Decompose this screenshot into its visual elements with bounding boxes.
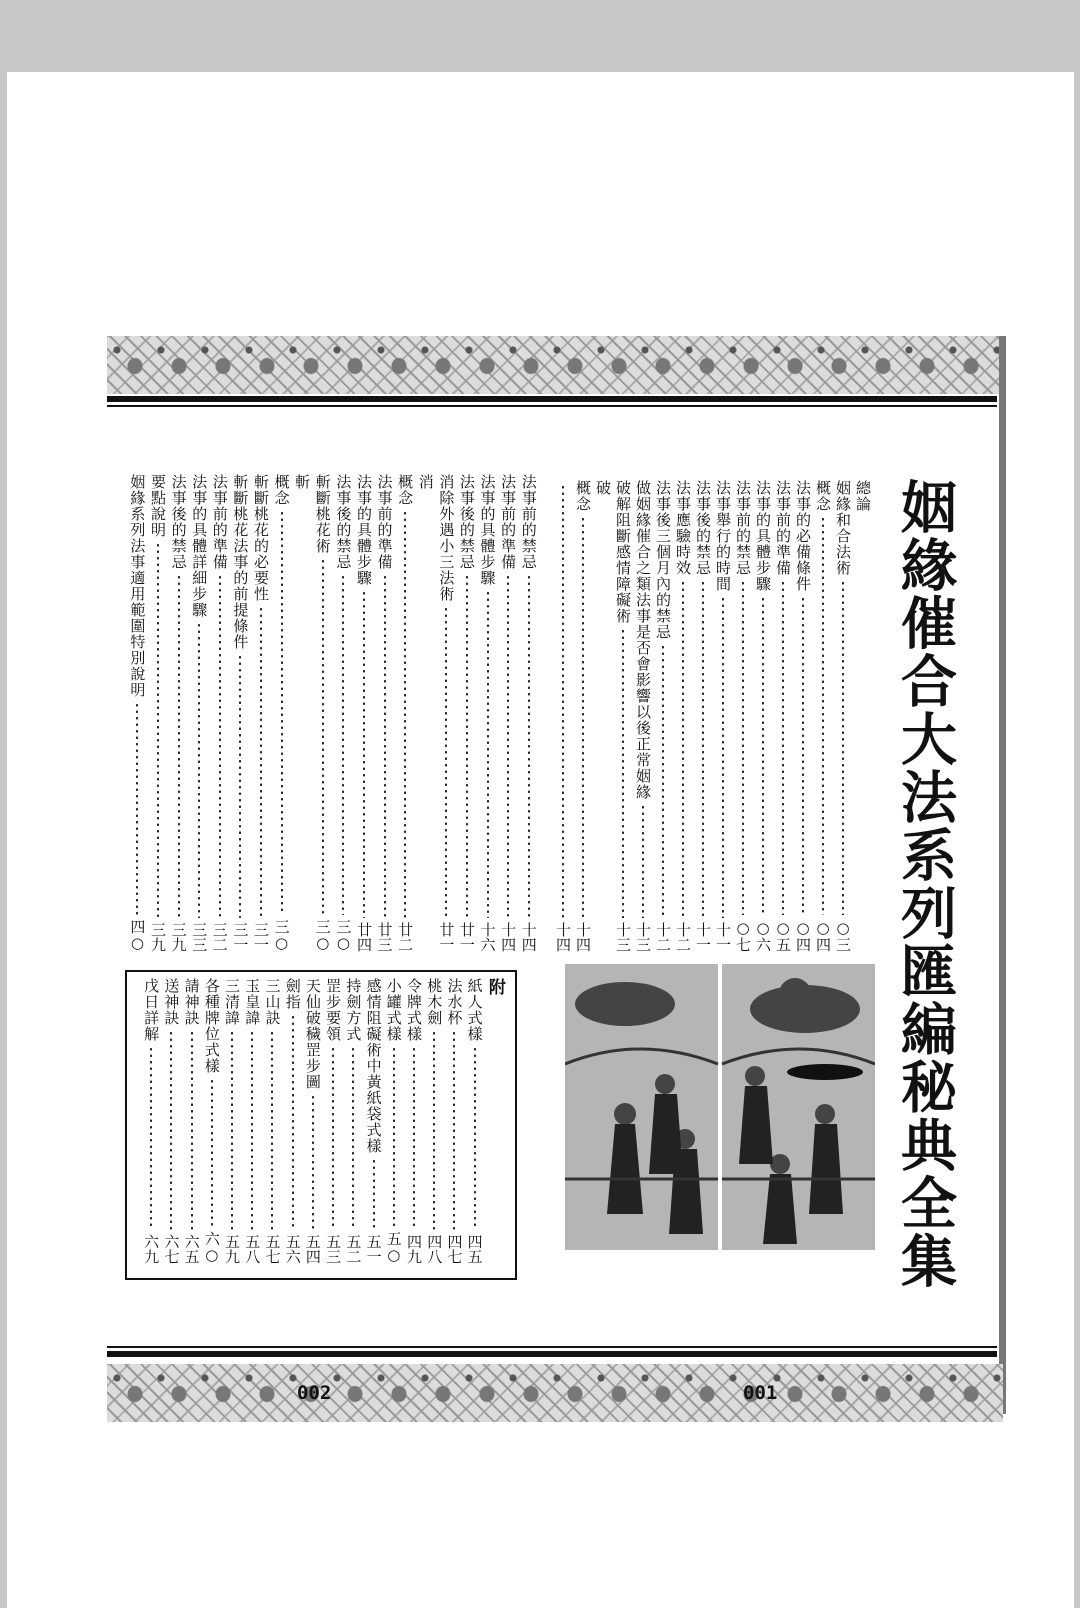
toc-entry-page: 廿一 — [437, 922, 456, 952]
toc-entry-page: 六○ — [202, 1231, 221, 1264]
toc-entry[interactable] — [424, 978, 444, 1264]
toc-leader-dots — [322, 558, 324, 915]
toc-leader-dots — [332, 1046, 334, 1230]
toc-right-page — [554, 480, 873, 952]
toc-entry[interactable] — [793, 480, 813, 952]
toc-entry-title: 破 — [594, 480, 612, 496]
toc-entry-page: 六七 — [162, 1234, 181, 1264]
toc-leader-dots — [384, 574, 386, 918]
toc-entry[interactable] — [518, 474, 539, 952]
toc-entry-page: 十四 — [499, 922, 518, 952]
toc-entry[interactable] — [271, 474, 292, 952]
toc-entry[interactable] — [395, 474, 416, 952]
toc-entry-title: 破解阻斷感情障礙術 — [614, 480, 632, 624]
toc-leader-dots — [662, 644, 664, 918]
toc-entry[interactable] — [477, 474, 498, 952]
scan-page — [7, 72, 1074, 1608]
toc-entry-page: 三○ — [334, 919, 353, 952]
toc-entry-page: 四八 — [425, 1234, 444, 1264]
toc-entry-page: 五四 — [303, 1234, 322, 1264]
toc-entry[interactable] — [251, 474, 272, 952]
toc-leader-dots — [271, 1030, 273, 1230]
toc-entry-title: 姻緣和合法術 — [834, 480, 852, 576]
toc-entry-title: 桃木劍 — [425, 978, 444, 1026]
toc-entry-title: 三山訣 — [263, 978, 282, 1026]
toc-entry[interactable] — [653, 480, 673, 952]
toc-entry-title: 小罐式樣 — [384, 978, 403, 1042]
toc-entry-title: 要點說明 — [149, 474, 168, 538]
toc-entry-title: 法事前的準備 — [499, 474, 518, 570]
appendix-heading-text: 附 — [484, 978, 505, 996]
toc-entry[interactable] — [333, 474, 354, 952]
toc-leader-dots — [404, 510, 406, 918]
toc-entry[interactable] — [553, 480, 573, 952]
toc-entry-title: 三清諱 — [223, 978, 242, 1026]
toc-leader-dots — [474, 1046, 476, 1230]
toc-leader-dots — [528, 574, 530, 918]
toc-leader-dots — [281, 510, 283, 915]
toc-entry-page: 十四 — [554, 922, 572, 952]
toc-entry-title: 法事後的禁忌 — [169, 474, 188, 570]
toc-entry[interactable] — [753, 480, 773, 952]
toc-entry-title: 法事的具體步驟 — [754, 480, 772, 592]
toc-entry-page: ○七 — [734, 919, 752, 952]
toc-entry[interactable] — [343, 978, 363, 1264]
toc-entry[interactable] — [283, 978, 303, 1264]
toc-entry-title: 法事前的禁忌 — [734, 480, 752, 576]
toc-entry-page: 五六 — [283, 1234, 302, 1264]
toc-leader-dots — [239, 654, 241, 918]
toc-entry-page: 五八 — [243, 1234, 262, 1264]
toc-leader-dots — [251, 1030, 253, 1230]
toc-leader-dots — [393, 1046, 395, 1227]
toc-entry-page: 五一 — [364, 1234, 383, 1264]
toc-entry-title: 法事的具體詳細步驟 — [190, 474, 209, 618]
toc-entry-page: 廿一 — [457, 922, 476, 952]
toc-entry-title: 感情阻礙術中黃紙袋式樣 — [364, 978, 383, 1154]
toc-leader-dots — [762, 596, 764, 915]
toc-entry-page: 三一 — [251, 922, 270, 952]
page-number-left: 002 — [297, 1382, 332, 1404]
toc-leader-dots — [191, 1030, 193, 1230]
toc-entry-title: 法事後三個月內的禁忌 — [654, 480, 672, 640]
toc-entry[interactable] — [773, 480, 793, 952]
toc-entry[interactable] — [404, 978, 424, 1264]
toc-entry-page: ○六 — [754, 919, 772, 952]
toc-entry-page: 十六 — [478, 922, 497, 952]
toc-entry-title: 法事後的禁忌 — [694, 480, 712, 576]
toc-leader-dots — [352, 1046, 354, 1230]
toc-entry[interactable] — [182, 978, 202, 1264]
bottom-floral-border — [107, 1364, 1003, 1422]
toc-entry[interactable] — [148, 474, 169, 952]
toc-leader-dots — [231, 1030, 233, 1230]
toc-entry-title: 戊日詳解 — [142, 978, 161, 1042]
toc-entry-title: 天仙破穢罡步圖 — [303, 978, 322, 1090]
toc-entry-page: 三九 — [169, 922, 188, 952]
toc-entry-title: 法事前的準備 — [375, 474, 394, 570]
toc-entry-page: 三○ — [272, 919, 291, 952]
toc-entry[interactable] — [292, 474, 313, 952]
toc-entry[interactable] — [210, 474, 231, 952]
woodblock-illustration — [565, 964, 875, 1250]
toc-entry-page: 十二 — [674, 922, 692, 952]
toc-leader-dots — [198, 622, 200, 918]
toc-leader-dots — [413, 1046, 415, 1230]
top-rule-thin — [107, 405, 997, 407]
toc-entry-page: 五二 — [344, 1234, 363, 1264]
toc-leader-dots — [219, 574, 221, 918]
toc-entry-title: 法事的具體步驟 — [478, 474, 497, 586]
toc-entry[interactable] — [168, 474, 189, 952]
toc-entry[interactable] — [613, 480, 633, 952]
toc-entry-page: 四九 — [405, 1234, 424, 1264]
toc-entry[interactable] — [813, 480, 833, 952]
toc-entry-page: 四五 — [465, 1234, 484, 1264]
toc-leader-dots — [363, 590, 365, 918]
toc-entry-title: 罡步要領 — [324, 978, 343, 1042]
toc-entry-title: 概念 — [814, 480, 832, 512]
toc-leader-dots — [582, 516, 584, 918]
toc-entry-title: 劍指 — [283, 978, 302, 1010]
toc-entry[interactable] — [713, 480, 733, 952]
toc-left-page — [127, 474, 539, 952]
toc-entry[interactable] — [312, 474, 333, 952]
toc-leader-dots — [562, 484, 564, 918]
toc-leader-dots — [466, 574, 468, 918]
toc-entry-title: 送神訣 — [162, 978, 181, 1026]
toc-leader-dots — [802, 596, 804, 915]
toc-entry[interactable] — [242, 978, 262, 1264]
toc-entry-page: ○四 — [814, 919, 832, 952]
toc-entry-page: 四七 — [445, 1234, 464, 1264]
toc-entry-page: ○五 — [774, 919, 792, 952]
toc-entry[interactable] — [384, 978, 404, 1264]
toc-entry[interactable] — [693, 480, 713, 952]
toc-entry-page: 三九 — [149, 922, 168, 952]
toc-entry-title: 斬斷桃花的必要性 — [251, 474, 270, 602]
toc-entry-page: 三一 — [231, 922, 250, 952]
toc-entry[interactable] — [374, 474, 395, 952]
toc-entry-page: ○四 — [794, 919, 812, 952]
book-spread — [107, 262, 1019, 1414]
toc-leader-dots — [178, 574, 180, 918]
toc-entry-title: 做姻緣催合之類法事是否會影響以後正常姻緣 — [634, 480, 652, 800]
toc-entry[interactable] — [673, 480, 693, 952]
toc-entry-title: 總論 — [854, 480, 872, 512]
toc-leader-dots — [682, 580, 684, 918]
toc-leader-dots — [211, 1078, 213, 1227]
toc-entry-title: 概念 — [396, 474, 415, 506]
toc-entry-title: 請神訣 — [182, 978, 201, 1026]
toc-entry-page: 五○ — [384, 1231, 403, 1264]
toc-entry-page: 五九 — [223, 1234, 242, 1264]
toc-entry-page: 十三 — [634, 922, 652, 952]
toc-entry-title: 斬斷桃花術 — [313, 474, 332, 554]
toc-leader-dots — [822, 516, 824, 915]
toc-entry-title: 法事舉行的時間 — [714, 480, 732, 592]
toc-entry-title: 法水杯 — [445, 978, 464, 1026]
toc-entry[interactable] — [363, 978, 383, 1264]
toc-entry-title: 概念 — [574, 480, 592, 512]
toc-leader-dots — [453, 1030, 455, 1230]
toc-entry-page: 十三 — [614, 922, 632, 952]
toc-leader-dots — [445, 606, 447, 918]
appendix-list — [141, 978, 505, 1264]
toc-entry[interactable] — [498, 474, 519, 952]
appendix-box — [125, 970, 517, 1280]
toc-entry[interactable] — [733, 480, 753, 952]
top-floral-border — [107, 336, 1003, 394]
toc-leader-dots — [136, 702, 138, 915]
toc-entry[interactable] — [262, 978, 282, 1264]
toc-entry-page: 十二 — [654, 922, 672, 952]
toc-entry-page: 五七 — [263, 1234, 282, 1264]
toc-entry[interactable] — [202, 978, 222, 1264]
page-edge-shadow — [999, 336, 1006, 1414]
toc-leader-dots — [260, 606, 262, 918]
toc-entry[interactable] — [833, 480, 853, 952]
toc-entry[interactable] — [303, 978, 323, 1264]
illustration-art — [565, 964, 875, 1250]
toc-entry-title: 法事後的禁忌 — [457, 474, 476, 570]
toc-leader-dots — [373, 1158, 375, 1230]
toc-entry-page: 三○ — [313, 919, 332, 952]
toc-entry-title: 法事前的準備 — [210, 474, 229, 570]
toc-entry[interactable] — [444, 978, 464, 1264]
toc-entry-page: ○三 — [834, 919, 852, 952]
toc-entry[interactable] — [853, 480, 873, 952]
toc-entry-title: 持劍方式 — [344, 978, 363, 1042]
toc-entry-title: 法事後的禁忌 — [334, 474, 353, 570]
toc-entry-title: 法事前的準備 — [774, 480, 792, 576]
toc-entry-title: 玉皇諱 — [243, 978, 262, 1026]
toc-leader-dots — [150, 1046, 152, 1230]
toc-entry-page: 廿二 — [396, 922, 415, 952]
toc-leader-dots — [507, 574, 509, 918]
toc-entry[interactable] — [633, 480, 653, 952]
toc-leader-dots — [433, 1030, 435, 1230]
toc-entry[interactable] — [127, 474, 148, 952]
appendix-heading — [485, 978, 505, 1264]
bottom-rule-thin — [107, 1346, 997, 1348]
toc-leader-dots — [170, 1030, 172, 1230]
toc-entry-title: 紙人式樣 — [465, 978, 484, 1042]
toc-entry-title: 概念 — [272, 474, 291, 506]
toc-entry-page: 十一 — [714, 922, 732, 952]
toc-entry[interactable] — [593, 480, 613, 952]
toc-entry[interactable] — [323, 978, 343, 1264]
page-number-right: 001 — [743, 1382, 778, 1404]
toc-entry[interactable] — [465, 978, 485, 1264]
toc-entry-title: 法事的必備條件 — [794, 480, 812, 592]
toc-entry-page: 廿四 — [354, 922, 373, 952]
bottom-rule-thick — [107, 1351, 997, 1357]
toc-entry-page: 十一 — [694, 922, 712, 952]
toc-leader-dots — [782, 580, 784, 915]
toc-entry[interactable] — [230, 474, 251, 952]
toc-entry-title: 法事的具體步驟 — [354, 474, 373, 586]
toc-entry-title: 令牌式樣 — [405, 978, 424, 1042]
toc-entry[interactable] — [415, 474, 436, 952]
toc-leader-dots — [642, 804, 644, 918]
toc-entry-page: 五三 — [324, 1234, 343, 1264]
toc-leader-dots — [312, 1094, 314, 1230]
toc-entry-page: 六五 — [182, 1234, 201, 1264]
toc-entry[interactable] — [161, 978, 181, 1264]
toc-leader-dots — [702, 580, 704, 918]
toc-leader-dots — [842, 580, 844, 915]
toc-leader-dots — [157, 542, 159, 918]
toc-leader-dots — [742, 580, 744, 915]
toc-entry-page: 廿三 — [375, 922, 394, 952]
toc-entry-title: 斬 — [293, 474, 312, 490]
toc-leader-dots — [722, 596, 724, 918]
toc-entry-page: 三三 — [190, 922, 209, 952]
toc-entry[interactable] — [457, 474, 478, 952]
toc-entry-page: 十四 — [519, 922, 538, 952]
toc-entry-page: 六九 — [142, 1234, 161, 1264]
toc-entry-page: 十四 — [574, 922, 592, 952]
toc-entry-title: 斬斷桃花法事的前提條件 — [231, 474, 250, 650]
toc-entry-title: 各種牌位式樣 — [202, 978, 221, 1074]
toc-entry[interactable] — [141, 978, 161, 1264]
toc-entry-title: 消 — [416, 474, 435, 490]
toc-entry[interactable] — [573, 480, 593, 952]
toc-entry-page: 三二 — [210, 922, 229, 952]
toc-entry[interactable] — [222, 978, 242, 1264]
book-title: 姻緣催合大法系列匯編秘典全集 — [892, 478, 958, 1290]
toc-leader-dots — [487, 590, 489, 918]
toc-entry[interactable] — [354, 474, 375, 952]
toc-entry[interactable] — [189, 474, 210, 952]
toc-entry-title: 法事應驗時效 — [674, 480, 692, 576]
toc-entry-page: 四○ — [128, 919, 147, 952]
toc-entry-title: 姻緣系列法事適用範圍特別說明 — [128, 474, 147, 698]
toc-entry-title: 法事前的禁忌 — [519, 474, 538, 570]
toc-leader-dots — [342, 574, 344, 915]
toc-entry[interactable] — [436, 474, 457, 952]
toc-leader-dots — [622, 628, 624, 918]
toc-entry-title: 消除外遇小三法術 — [437, 474, 456, 602]
toc-leader-dots — [292, 1014, 294, 1230]
top-rule-thick — [107, 396, 997, 402]
